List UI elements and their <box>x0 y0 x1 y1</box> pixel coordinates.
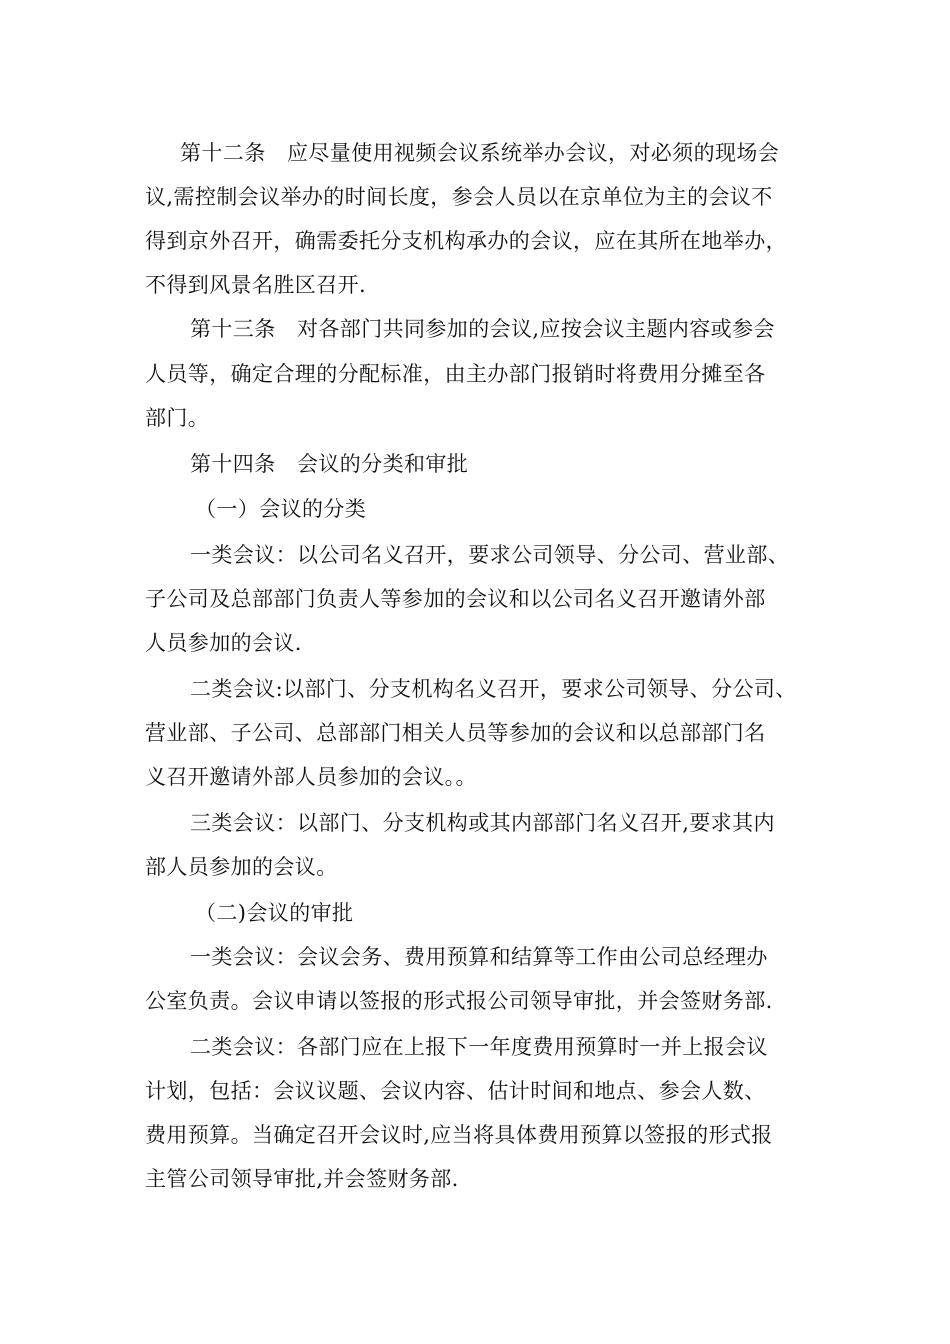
text-line-16: 三类会议：以部门、分支机构或其内部部门名义召开,要求其内 <box>190 811 775 835</box>
text-line-6: 人员等，确定合理的分配标准，由主办部门报销时将费用分摊至各 <box>145 362 766 386</box>
text-line-18: （二)会议的审批 <box>195 901 354 925</box>
text-line-1: 第十二条 应尽量使用视频会议系统举办会议，对必须的现场会 <box>180 141 780 165</box>
text-line-4: 不得到风景名胜区召开. <box>145 273 367 297</box>
text-line-12: 人员参加的会议. <box>145 631 302 655</box>
text-line-3: 得到京外召开，确需委托分支机构承办的会议，应在其所在地举办， <box>145 229 787 253</box>
text-line-22: 计划，包括：会议议题、会议内容、估计时间和地点、参会人数、 <box>145 1079 766 1103</box>
text-line-24: 主管公司领导审批,并会签财务部. <box>145 1167 459 1191</box>
text-line-19: 一类会议：会议会务、费用预算和结算等工作由公司总经理办 <box>190 945 768 969</box>
text-line-20: 公室负责。会议申请以签报的形式报公司领导审批，并会签财务部. <box>145 989 773 1013</box>
text-line-5: 第十三条 对各部门共同参加的会议,应按会议主题内容或参会 <box>190 317 775 341</box>
text-line-21: 二类会议：各部门应在上报下一年度费用预算时一并上报会议 <box>190 1035 768 1059</box>
text-line-13: 二类会议:以部门、分支机构名义召开，要求公司领导、分公司、 <box>190 677 797 701</box>
text-line-10: 一类会议：以公司名义召开，要求公司领导、分公司、营业部、 <box>190 543 790 567</box>
text-line-2: 议,需控制会议举办的时间长度，参会人员以在京单位为主的会议不 <box>145 185 773 209</box>
text-line-14: 营业部、子公司、总部部门相关人员等参加的会议和以总部部门名 <box>145 721 766 745</box>
text-line-15: 义召开邀请外部人员参加的会议。。 <box>145 765 477 789</box>
text-line-11: 子公司及总部部门负责人等参加的会议和以公司名义召开邀请外部 <box>145 587 766 611</box>
text-line-7: 部门。 <box>145 406 210 430</box>
text-line-9: （一）会议的分类 <box>195 497 367 521</box>
text-line-17: 部人员参加的会议。 <box>145 855 338 879</box>
text-line-8: 第十四条 会议的分类和审批 <box>190 452 469 476</box>
text-line-23: 费用预算。当确定召开会议时,应当将具体费用预算以签报的形式报 <box>145 1123 773 1147</box>
